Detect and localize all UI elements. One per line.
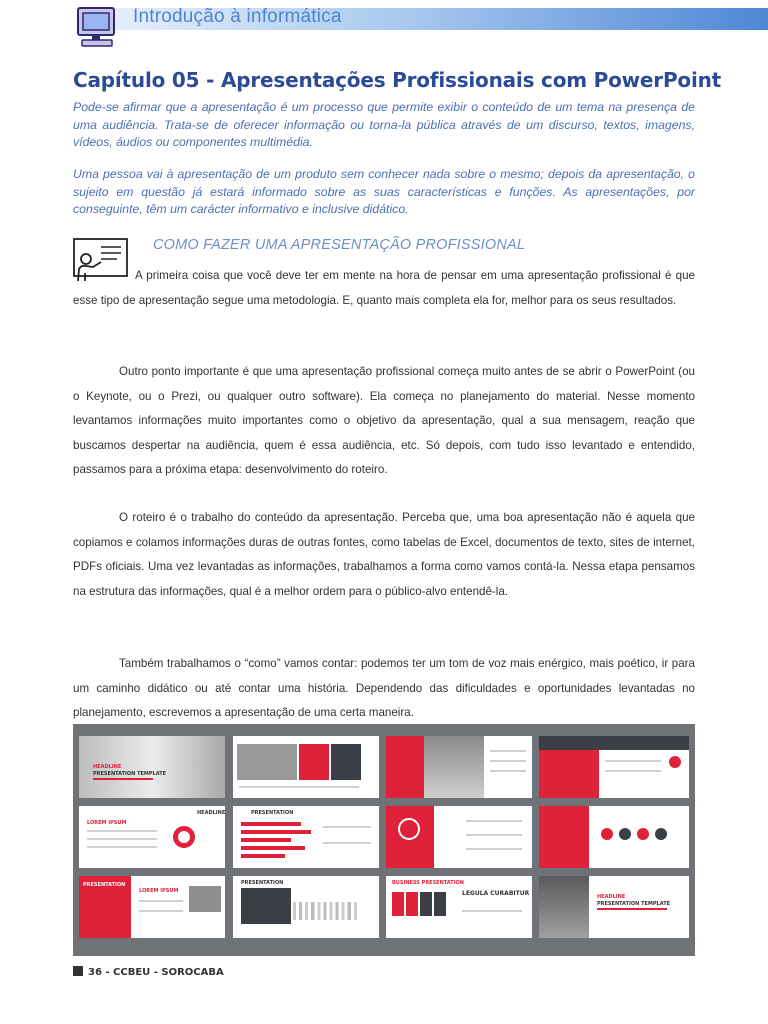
slide-thumbnail (233, 876, 379, 938)
body-paragraph: Outro ponto importante é que uma apresentação profissional começa muito antes de se abrir o PowerPoint (ou o Keynote, ou o Prezi, ou qualquer outro software). Ela começa no planejamento do material. Nesse momento levantamos informações muito importantes como o objetivo da apresentação, qual a sua mensagem, reação que buscamos despertar na audiência, quem é essa audiência, etc. Só depois, com tudo isso levantado e entendido, passamos para a próxima etapa: desenvolvimento do roteiro. (73, 365, 695, 476)
computer-monitor-icon (74, 5, 122, 49)
slide-label: PRESENTATION (83, 882, 126, 888)
slide-thumbnail (386, 876, 532, 938)
body-paragraph: O roteiro é o trabalho do conteúdo da apresentação. Perceba que, uma boa apresentação não é aquela que copiamos e colamos informações duras de outras fontes, como tabelas de Excel, documentos de texto, sites de internet, PDFs oficiais. Uma vez levantadas as informações, trabalhamos a forma como vamos contá-la. Nessa etapa pensamos na estrutura das informações, qual é a melhor ordem para o público-alvo entendê-la. (73, 511, 695, 598)
slide-thumbnail (539, 736, 689, 798)
slide-label: HEADLINE (93, 764, 122, 770)
body-paragraph: A primeira coisa que você deve ter em mente na hora de pensar em uma apresentação profissional é que esse tipo de apresentação segue uma metodologia. E, quanto mais completa ela for, melhor para os seus resultados. (73, 269, 695, 307)
slide-label: PRESENTATION TEMPLATE (597, 901, 671, 907)
slide-label: LEGULA CURABITUR (462, 890, 530, 897)
slide-thumbnail (539, 876, 689, 938)
slide-thumbnail (386, 736, 532, 798)
slide-thumbnail (539, 806, 689, 868)
intro-paragraph: Pode-se afirmar que a apresentação é um processo que permite exibir o conteúdo de um tema na presença de uma audiência. Trata-se de oferecer informação ou torna-la pública através de um discurso, textos, imagens, vídeos, áudios ou componentes multimédia. (73, 100, 695, 149)
slide-thumbnail (233, 806, 379, 868)
footer-marker (73, 966, 83, 976)
slide-thumbnail (79, 736, 225, 798)
slide-thumbnail (79, 806, 225, 868)
body-paragraph: Também trabalhamos o “como” vamos contar: podemos ter um tom de voz mais enérgico, mais poético, ir para um caminho didático ou até contar uma história. Dependendo das dificuldades e oportunidades levantadas no planejamento, escrevemos a apresentação de uma certa maneira. (73, 657, 695, 719)
footer-text: 36 - CCBEU - SOROCABA (88, 967, 224, 978)
slide-label: PRESENTATION (241, 880, 284, 886)
slide-label: PRESENTATION TEMPLATE (93, 771, 167, 777)
slide-thumbnail (79, 876, 225, 938)
section-title: COMO FAZER UMA APRESENTAÇÃO PROFISSIONAL (153, 237, 526, 253)
slide-label: LOREM IPSUM (139, 888, 179, 894)
slide-label: PRESENTATION (251, 810, 294, 816)
slide-label: BUSINESS PRESENTATION (392, 880, 464, 886)
page-footer (73, 966, 224, 978)
intro-paragraph: Uma pessoa vai à apresentação de um produto sem conhecer nada sobre o mesmo; depois da apresentação, o sujeito em questão já estará informado sobre as suas características e funções. As apresentações, por conseguinte, têm um carácter informativo e inclusive didático. (73, 167, 695, 216)
slide-label: HEADLINE (597, 894, 626, 900)
slide-label: LOREM IPSUM (87, 820, 127, 826)
chapter-title: Capítulo 05 - Apresentações Profissionais com PowerPoint (73, 68, 722, 92)
slide-thumbnail (233, 736, 379, 798)
slide-thumbnail (386, 806, 532, 868)
header-title: Introdução à informática (133, 6, 342, 27)
slide-templates-image (73, 724, 695, 956)
slide-label: HEADLINE (197, 810, 225, 816)
